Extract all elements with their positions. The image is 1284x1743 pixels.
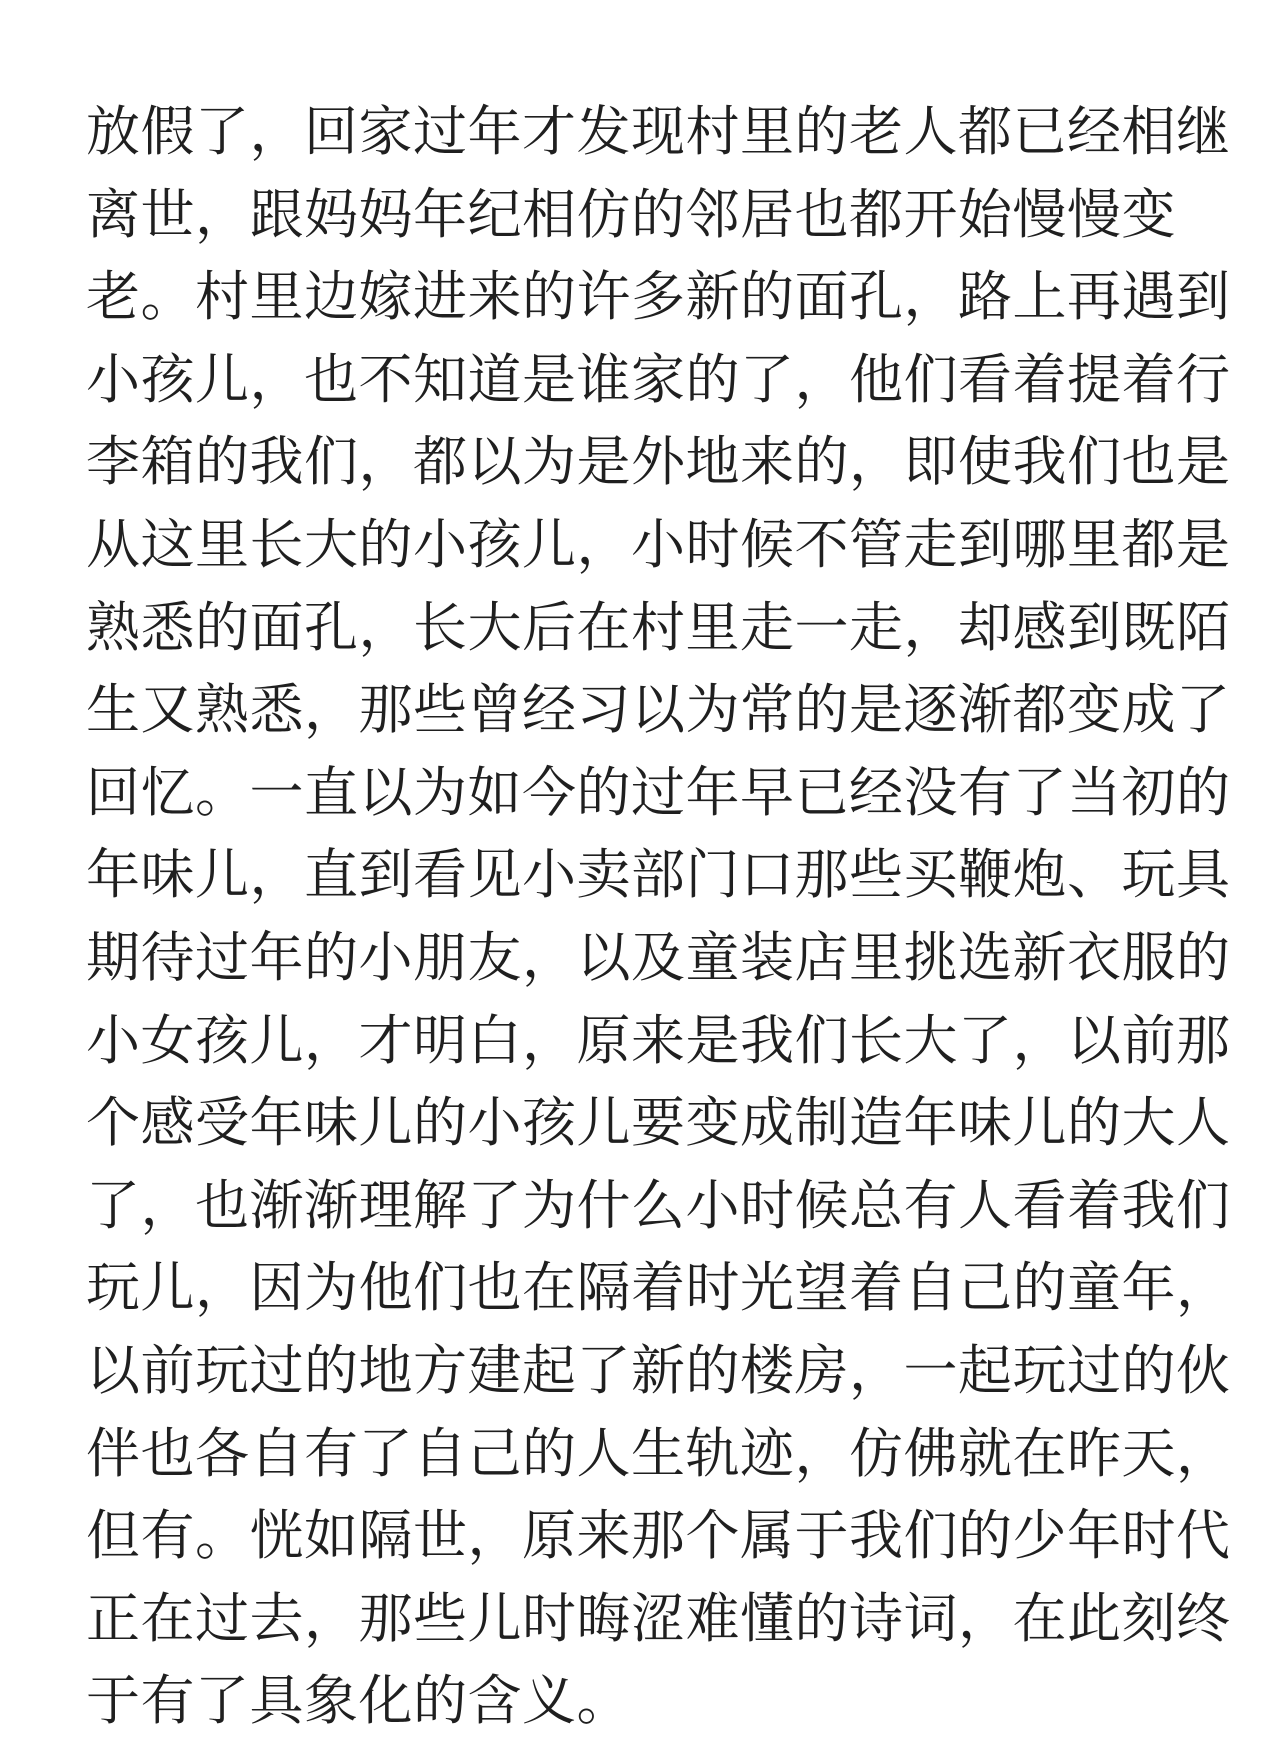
text-line: 年味儿，直到看见小卖部门口那些买鞭炮、玩具	[86, 843, 1231, 907]
article-text	[86, 91, 1231, 1743]
text-line: 熟悉的面孔，长大后在村里走一走，却感到既陌	[86, 595, 1231, 659]
text-line: 生又熟悉，那些曾经习以为常的是逐渐都变成了	[86, 678, 1231, 742]
text-line: 回忆。一直以为如今的过年早已经没有了当初的	[86, 760, 1231, 824]
text-line: 了，也渐渐理解了为什么小时候总有人看着我们	[86, 1173, 1231, 1237]
text-line: 玩儿，因为他们也在隔着时光望着自己的童年，	[86, 1256, 1231, 1320]
text-line: 放假了，回家过年才发现村里的老人都已经相继	[86, 100, 1231, 163]
text-line: 期待过年的小朋友，以及童装店里挑选新衣服的	[86, 925, 1231, 989]
text-line: 正在过去，那些儿时晦涩难懂的诗词，在此刻终	[86, 1586, 1231, 1650]
text-line: 于有了具象化的含义。	[86, 1669, 631, 1733]
text-line: 离世，跟妈妈年纪相仿的邻居也都开始慢慢变	[86, 182, 1176, 246]
text-line: 以前玩过的地方建起了新的楼房，一起玩过的伙	[86, 1338, 1231, 1402]
text-line: 从这里长大的小孩儿，小时候不管走到哪里都是	[86, 512, 1231, 576]
text-line: 伴也各自有了自己的人生轨迹，仿佛就在昨天，	[86, 1421, 1231, 1485]
text-line: 个感受年味儿的小孩儿要变成制造年味儿的大人	[86, 1091, 1231, 1155]
text-line: 小孩儿，也不知道是谁家的了，他们看着提着行	[86, 347, 1231, 411]
text-line: 小女孩儿，才明白，原来是我们长大了，以前那	[86, 1008, 1231, 1072]
text-line: 李箱的我们，都以为是外地来的，即使我们也是	[86, 430, 1231, 494]
text-line: 老。村里边嫁进来的许多新的面孔，路上再遇到	[86, 265, 1231, 329]
text-line: 但有。恍如隔世，原来那个属于我们的少年时代	[86, 1504, 1231, 1568]
